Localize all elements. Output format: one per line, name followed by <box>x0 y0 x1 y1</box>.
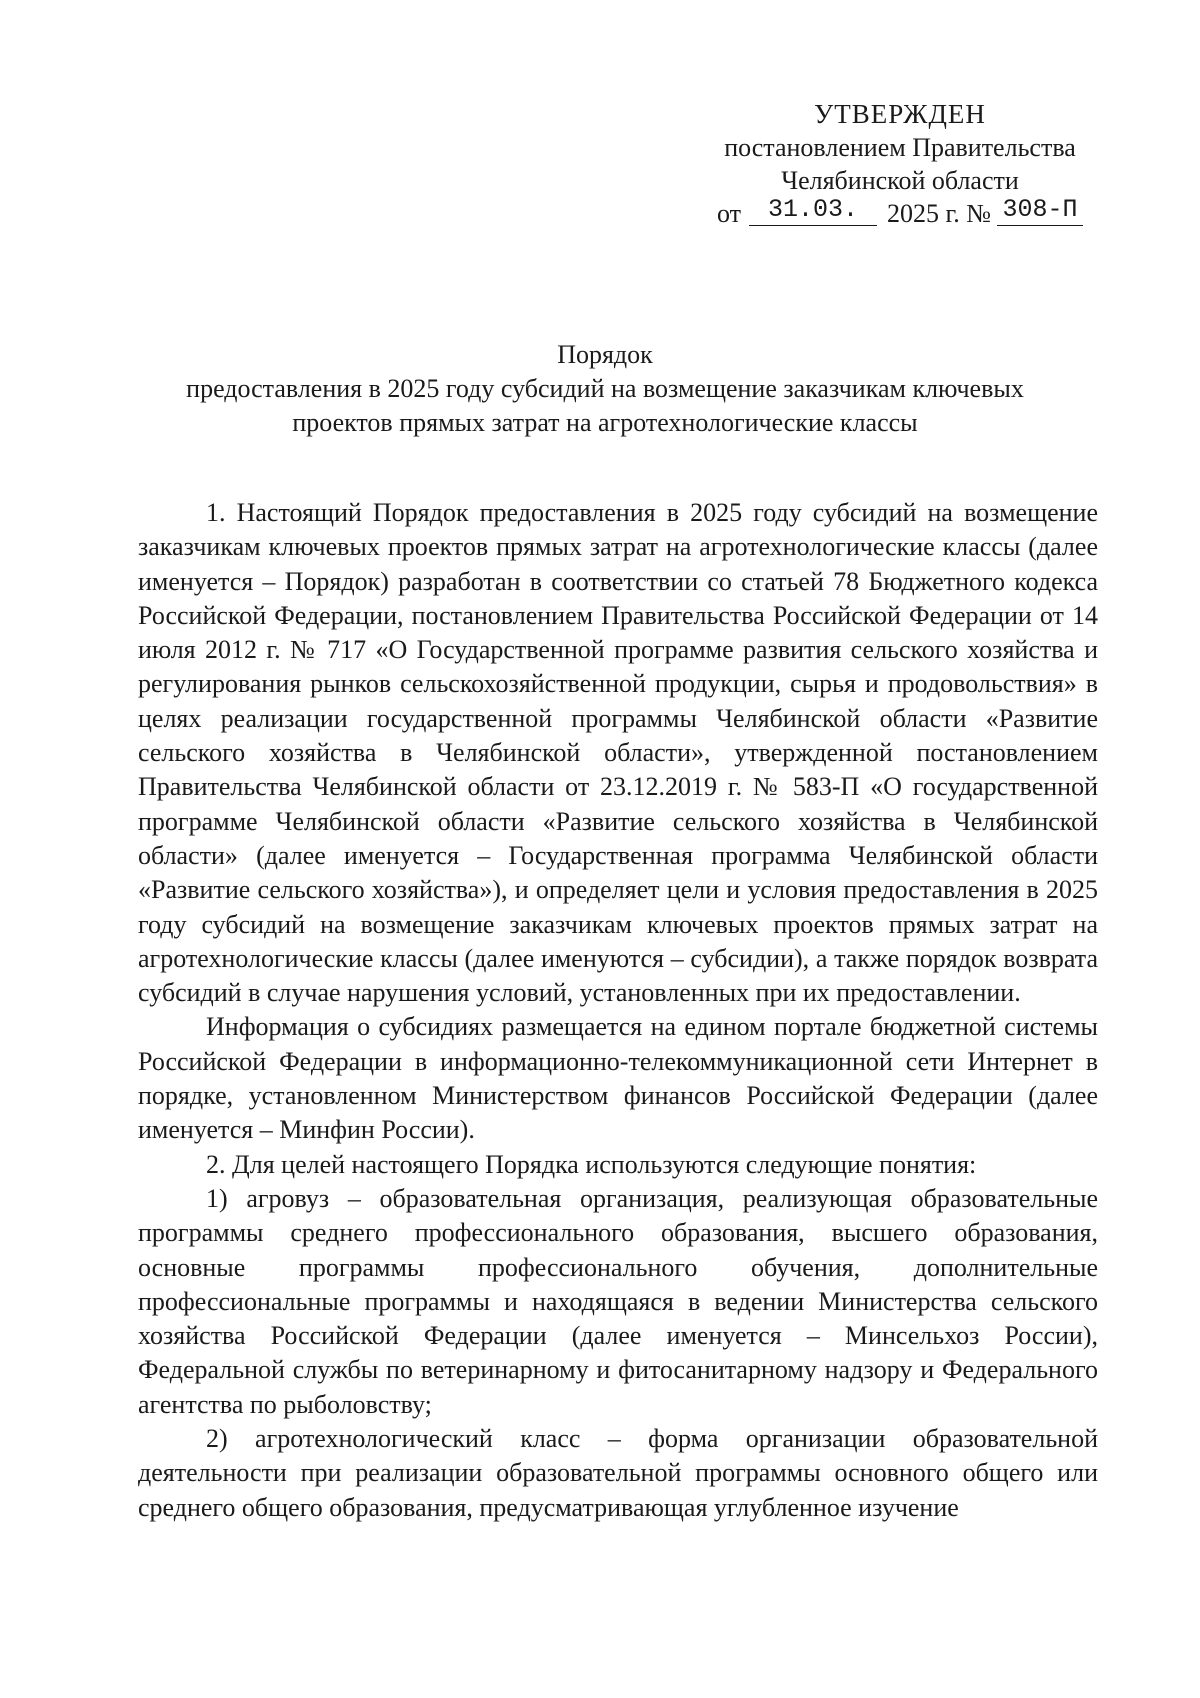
paragraph-3: 2. Для целей настоящего Порядка используются следующие понятия: <box>206 1149 977 1179</box>
document-body <box>138 496 1098 1525</box>
paragraph-4: 1) агровуз – образовательная организация, реализующая образовательные программы среднего профессионального образования, высшего образования, основные программы профессионального обучения, дополнительные профессиональные программы и находящаяся в ведении Министерства сельского хозяйства Российской Федерации (далее именуется – Минсельхоз России), Федеральной службы по ветеринарному и фитосанитарному надзору и Федерального агентства по рыболовству; <box>138 1183 1098 1419</box>
approval-stamp <box>700 98 1100 230</box>
paragraph-1: 1. Настоящий Порядок предоставления в 2025 году субсидий на возмещение заказчикам ключевых проектов прямых затрат на агротехнологические классы (далее именуется – Порядок) разработан в соответствии со статьей 78 Бюджетного кодекса Российской Федерации, постановлением Правительства Российской Федерации от 14 июля 2012 г. № 717 «О Государственной программе развития сельского хозяйства и регулирования рынков сельскохозяйственной продукции, сырья и продовольствия» в целях реализации государственной программы Челябинской области «Развитие сельского хозяйства в Челябинской области», утвержденной постановлением Правительства Челябинской области от 23.12.2019 г. № 583-П «О государственной программе Челябинской области «Развитие сельского хозяйства в Челябинской области» (далее именуется – Государственная программа Челябинской области «Развитие сельского хозяйства»), и определяет цели и условия предоставления в 2025 году субсидий на возмещение заказчикам ключевых проектов прямых затрат на агротехнологические классы (далее именуются – субсидии), а также порядок возврата субсидий в случае нарушения условий, установленных при их предоставлении. <box>138 498 1098 1008</box>
approval-date: 31.03. <box>749 197 877 226</box>
title-line-2: предоставления в 2025 году субсидий на возмещение заказчикам ключевых <box>186 374 1024 403</box>
paragraph-2: Информация о субсидиях размещается на едином портале бюджетной системы Российской Федерации в информационно-телекоммуникационной сети Интернет в порядке, установленном Министерством финансов Российской Федерации (далее именуется – Минфин России). <box>138 1012 1098 1145</box>
document-title <box>120 338 1090 440</box>
approved-heading: УТВЕРЖДЕН <box>814 99 986 129</box>
approval-line-1: постановлением Правительства <box>724 133 1076 162</box>
title-line-3: проектов прямых затрат на агротехнологические классы <box>292 408 918 437</box>
approval-date-line <box>700 197 1100 230</box>
date-prefix: от <box>716 199 741 228</box>
approval-year: 2025 г. № <box>886 199 992 228</box>
title-line-1: Порядок <box>557 340 653 369</box>
approval-line-2: Челябинской области <box>781 166 1019 195</box>
approval-number: 308-П <box>997 197 1083 226</box>
paragraph-5: 2) агротехнологический класс – форма организации образовательной деятельности при реализации образовательной программы основного общего или среднего общего образования, предусматривающая углубленное изучение <box>138 1424 1098 1522</box>
